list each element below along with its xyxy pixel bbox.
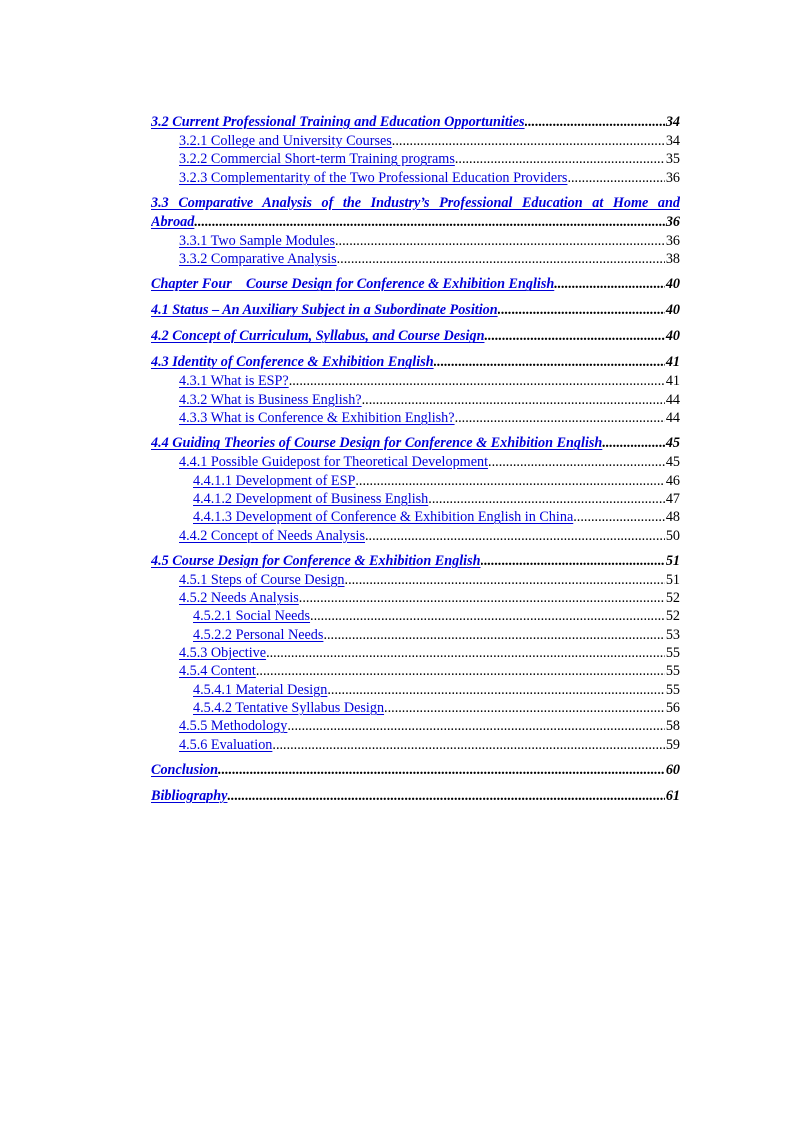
toc-entry[interactable] bbox=[151, 644, 680, 662]
toc-entry[interactable] bbox=[151, 453, 680, 471]
toc-entry[interactable] bbox=[151, 391, 680, 409]
dot-leader bbox=[365, 527, 665, 545]
toc-entry-page: 60 bbox=[665, 761, 680, 778]
toc-entry-page: 52 bbox=[665, 608, 680, 625]
toc-entry-title[interactable]: 4.5.4 Content bbox=[179, 663, 256, 680]
toc-entry[interactable] bbox=[151, 527, 680, 545]
toc-entry-page: 53 bbox=[665, 626, 680, 643]
dot-leader bbox=[362, 391, 665, 409]
dot-leader bbox=[488, 453, 665, 471]
toc-entry-title[interactable]: 3.3.1 Two Sample Modules bbox=[179, 232, 335, 249]
toc-entry-title[interactable]: 4.5.3 Objective bbox=[179, 645, 267, 662]
toc-entry-title[interactable]: 3.2.1 College and University Courses bbox=[179, 133, 392, 149]
toc-entry-title[interactable]: Conclusion bbox=[151, 761, 219, 778]
toc-entry-title[interactable]: 4.5.1 Steps of Course Design bbox=[179, 571, 345, 588]
toc-entry-page: 34 bbox=[665, 114, 680, 130]
toc-entry-page: 34 bbox=[665, 133, 680, 149]
toc-entry-page: 56 bbox=[665, 699, 680, 716]
dot-leader bbox=[256, 662, 665, 680]
toc-entry[interactable] bbox=[151, 232, 680, 250]
toc-entry-page: 38 bbox=[665, 251, 680, 268]
toc-entry[interactable] bbox=[151, 607, 680, 625]
toc-entry-page: 55 bbox=[665, 645, 680, 662]
toc-entry-page: 36 bbox=[665, 169, 680, 186]
toc-entry-title[interactable]: 4.5.2.1 Social Needs bbox=[193, 608, 311, 625]
toc-entry[interactable] bbox=[151, 508, 680, 526]
toc-entry[interactable] bbox=[151, 327, 680, 346]
toc-entry[interactable] bbox=[151, 662, 680, 680]
dot-leader bbox=[498, 301, 665, 320]
toc-entry[interactable] bbox=[151, 626, 680, 644]
toc-entry-title[interactable]: 4.4.1 Possible Guidepost for Theoretical Development bbox=[179, 454, 489, 471]
toc-entry[interactable] bbox=[151, 571, 680, 589]
toc-entry-title[interactable]: 4.5.2 Needs Analysis bbox=[179, 590, 299, 607]
toc-entry-title[interactable]: 4.2 Concept of Curriculum, Syllabus, and Course Design bbox=[151, 328, 485, 345]
dot-leader bbox=[554, 275, 665, 294]
dot-leader bbox=[525, 113, 665, 132]
toc-entry-page: 48 bbox=[665, 509, 680, 526]
toc-entry-title-line2[interactable]: Abroad bbox=[151, 213, 195, 230]
toc-entry[interactable] bbox=[151, 736, 680, 754]
toc-entry-page: 55 bbox=[665, 681, 680, 698]
dot-leader bbox=[272, 736, 664, 754]
toc-entry-page: 52 bbox=[665, 590, 680, 607]
dot-leader bbox=[287, 717, 664, 735]
toc-entry[interactable] bbox=[151, 132, 680, 150]
dot-leader bbox=[428, 490, 665, 508]
toc-entry-title[interactable]: 4.3.3 What is Conference & Exhibition English? bbox=[179, 410, 455, 427]
toc-entry[interactable] bbox=[151, 409, 680, 427]
toc-entry-title[interactable]: 4.5.6 Evaluation bbox=[179, 736, 273, 753]
toc-entry-page: 40 bbox=[665, 328, 680, 345]
toc-entry-page: 51 bbox=[665, 571, 680, 588]
dot-leader bbox=[299, 589, 665, 607]
toc-entry-page: 44 bbox=[665, 391, 680, 408]
toc-entry[interactable] bbox=[151, 169, 680, 187]
toc-entry[interactable] bbox=[151, 194, 680, 232]
toc-entry-page: 51 bbox=[665, 552, 680, 569]
dot-leader bbox=[337, 250, 665, 268]
toc-entry[interactable] bbox=[151, 113, 680, 132]
dot-leader bbox=[602, 434, 665, 453]
toc-entry-title[interactable]: 3.2.3 Complementarity of the Two Professional Education Providers bbox=[179, 169, 568, 186]
dot-leader bbox=[392, 132, 665, 150]
dot-leader bbox=[323, 626, 664, 644]
toc-entry-title[interactable]: 4.3.2 What is Business English? bbox=[179, 391, 362, 408]
dot-leader bbox=[455, 409, 665, 427]
toc-entry[interactable] bbox=[151, 717, 680, 735]
dot-leader bbox=[310, 607, 665, 625]
toc-entry-page: 58 bbox=[665, 718, 680, 735]
toc-entry[interactable] bbox=[151, 434, 680, 453]
toc-entry[interactable] bbox=[151, 761, 680, 780]
toc-entry-title[interactable]: Chapter Four Course Design for Conference & Exhibition English bbox=[151, 276, 555, 293]
toc-entry[interactable] bbox=[151, 490, 680, 508]
toc-entry[interactable] bbox=[151, 699, 680, 717]
toc-entry-title[interactable]: 3.2 Current Professional Training and Education Opportunities bbox=[151, 114, 525, 130]
dot-leader bbox=[194, 213, 664, 232]
dot-leader bbox=[484, 327, 664, 346]
toc-entry-title[interactable]: Bibliography bbox=[151, 787, 228, 804]
toc-entry-page: 45 bbox=[665, 435, 680, 452]
toc-entry-page: 36 bbox=[665, 232, 680, 249]
toc-entry-page: 59 bbox=[665, 736, 680, 753]
toc-entry[interactable] bbox=[151, 681, 680, 699]
dot-leader bbox=[434, 353, 665, 372]
table-of-contents bbox=[151, 113, 680, 806]
toc-entry-page: 40 bbox=[665, 302, 680, 319]
toc-entry[interactable] bbox=[151, 301, 680, 320]
dot-leader bbox=[384, 699, 665, 717]
toc-entry-page: 45 bbox=[665, 454, 680, 471]
dot-leader bbox=[455, 150, 665, 168]
dot-leader bbox=[567, 169, 664, 187]
dot-leader bbox=[289, 372, 665, 390]
toc-entry-page: 41 bbox=[665, 354, 680, 371]
toc-entry-page: 36 bbox=[665, 213, 680, 230]
dot-leader bbox=[327, 681, 664, 699]
dot-leader bbox=[227, 787, 664, 806]
toc-entry-page: 46 bbox=[665, 472, 680, 489]
toc-entry-page: 55 bbox=[665, 663, 680, 680]
toc-entry-title[interactable]: 4.5.4.2 Tentative Syllabus Design bbox=[193, 699, 385, 716]
toc-entry-page: 35 bbox=[665, 151, 680, 168]
toc-entry[interactable] bbox=[151, 589, 680, 607]
toc-entry-title[interactable]: 4.5.5 Methodology bbox=[179, 718, 288, 735]
toc-entry[interactable] bbox=[151, 472, 680, 490]
dot-leader bbox=[218, 761, 665, 780]
toc-entry-page: 41 bbox=[665, 373, 680, 390]
dot-leader bbox=[573, 508, 665, 526]
toc-entry-page: 61 bbox=[665, 787, 680, 804]
toc-entry-title[interactable]: 4.4.1.1 Development of ESP bbox=[193, 472, 356, 489]
toc-entry-title[interactable]: 4.4.1.2 Development of Business English bbox=[193, 490, 429, 507]
toc-entry[interactable] bbox=[151, 787, 680, 806]
toc-entry-title[interactable]: 4.3.1 What is ESP? bbox=[179, 373, 289, 390]
toc-entry[interactable] bbox=[151, 552, 680, 571]
toc-entry-title[interactable]: 4.4.1.3 Development of Conference & Exhibition English in China bbox=[193, 509, 574, 526]
toc-entry-title[interactable]: 4.4 Guiding Theories of Course Design for Conference & Exhibition English bbox=[151, 435, 603, 452]
dot-leader bbox=[355, 472, 664, 490]
dot-leader bbox=[335, 232, 665, 250]
toc-entry-title[interactable]: 4.5.2.2 Personal Needs bbox=[193, 626, 324, 643]
toc-entry-title[interactable]: 4.5 Course Design for Conference & Exhibition English bbox=[151, 552, 481, 569]
dot-leader bbox=[266, 644, 665, 662]
toc-entry-page: 40 bbox=[665, 276, 680, 293]
toc-entry[interactable] bbox=[151, 275, 680, 294]
toc-entry[interactable] bbox=[151, 250, 680, 268]
dot-leader bbox=[345, 571, 665, 589]
toc-entry-title[interactable]: 4.4.2 Concept of Needs Analysis bbox=[179, 527, 365, 544]
toc-entry-title[interactable]: 3.2.2 Commercial Short-term Training programs bbox=[179, 151, 455, 168]
toc-entry-title[interactable]: 4.5.4.1 Material Design bbox=[193, 681, 328, 698]
toc-entry-page: 44 bbox=[665, 410, 680, 427]
toc-entry[interactable] bbox=[151, 372, 680, 390]
toc-entry-page: 47 bbox=[665, 490, 680, 507]
toc-entry-title-line1[interactable]: 3.3 Comparative Analysis of the Industry’s Professional Education at Home and bbox=[151, 194, 680, 211]
toc-entry[interactable] bbox=[151, 353, 680, 372]
toc-entry[interactable] bbox=[151, 150, 680, 168]
toc-entry-title[interactable]: 4.1 Status – An Auxiliary Subject in a Subordinate Position bbox=[151, 302, 498, 319]
toc-entry-title[interactable]: 4.3 Identity of Conference & Exhibition English bbox=[151, 354, 434, 371]
toc-entry-page: 50 bbox=[665, 527, 680, 544]
toc-entry-title[interactable]: 3.3.2 Comparative Analysis bbox=[179, 251, 337, 268]
dot-leader bbox=[481, 552, 665, 571]
